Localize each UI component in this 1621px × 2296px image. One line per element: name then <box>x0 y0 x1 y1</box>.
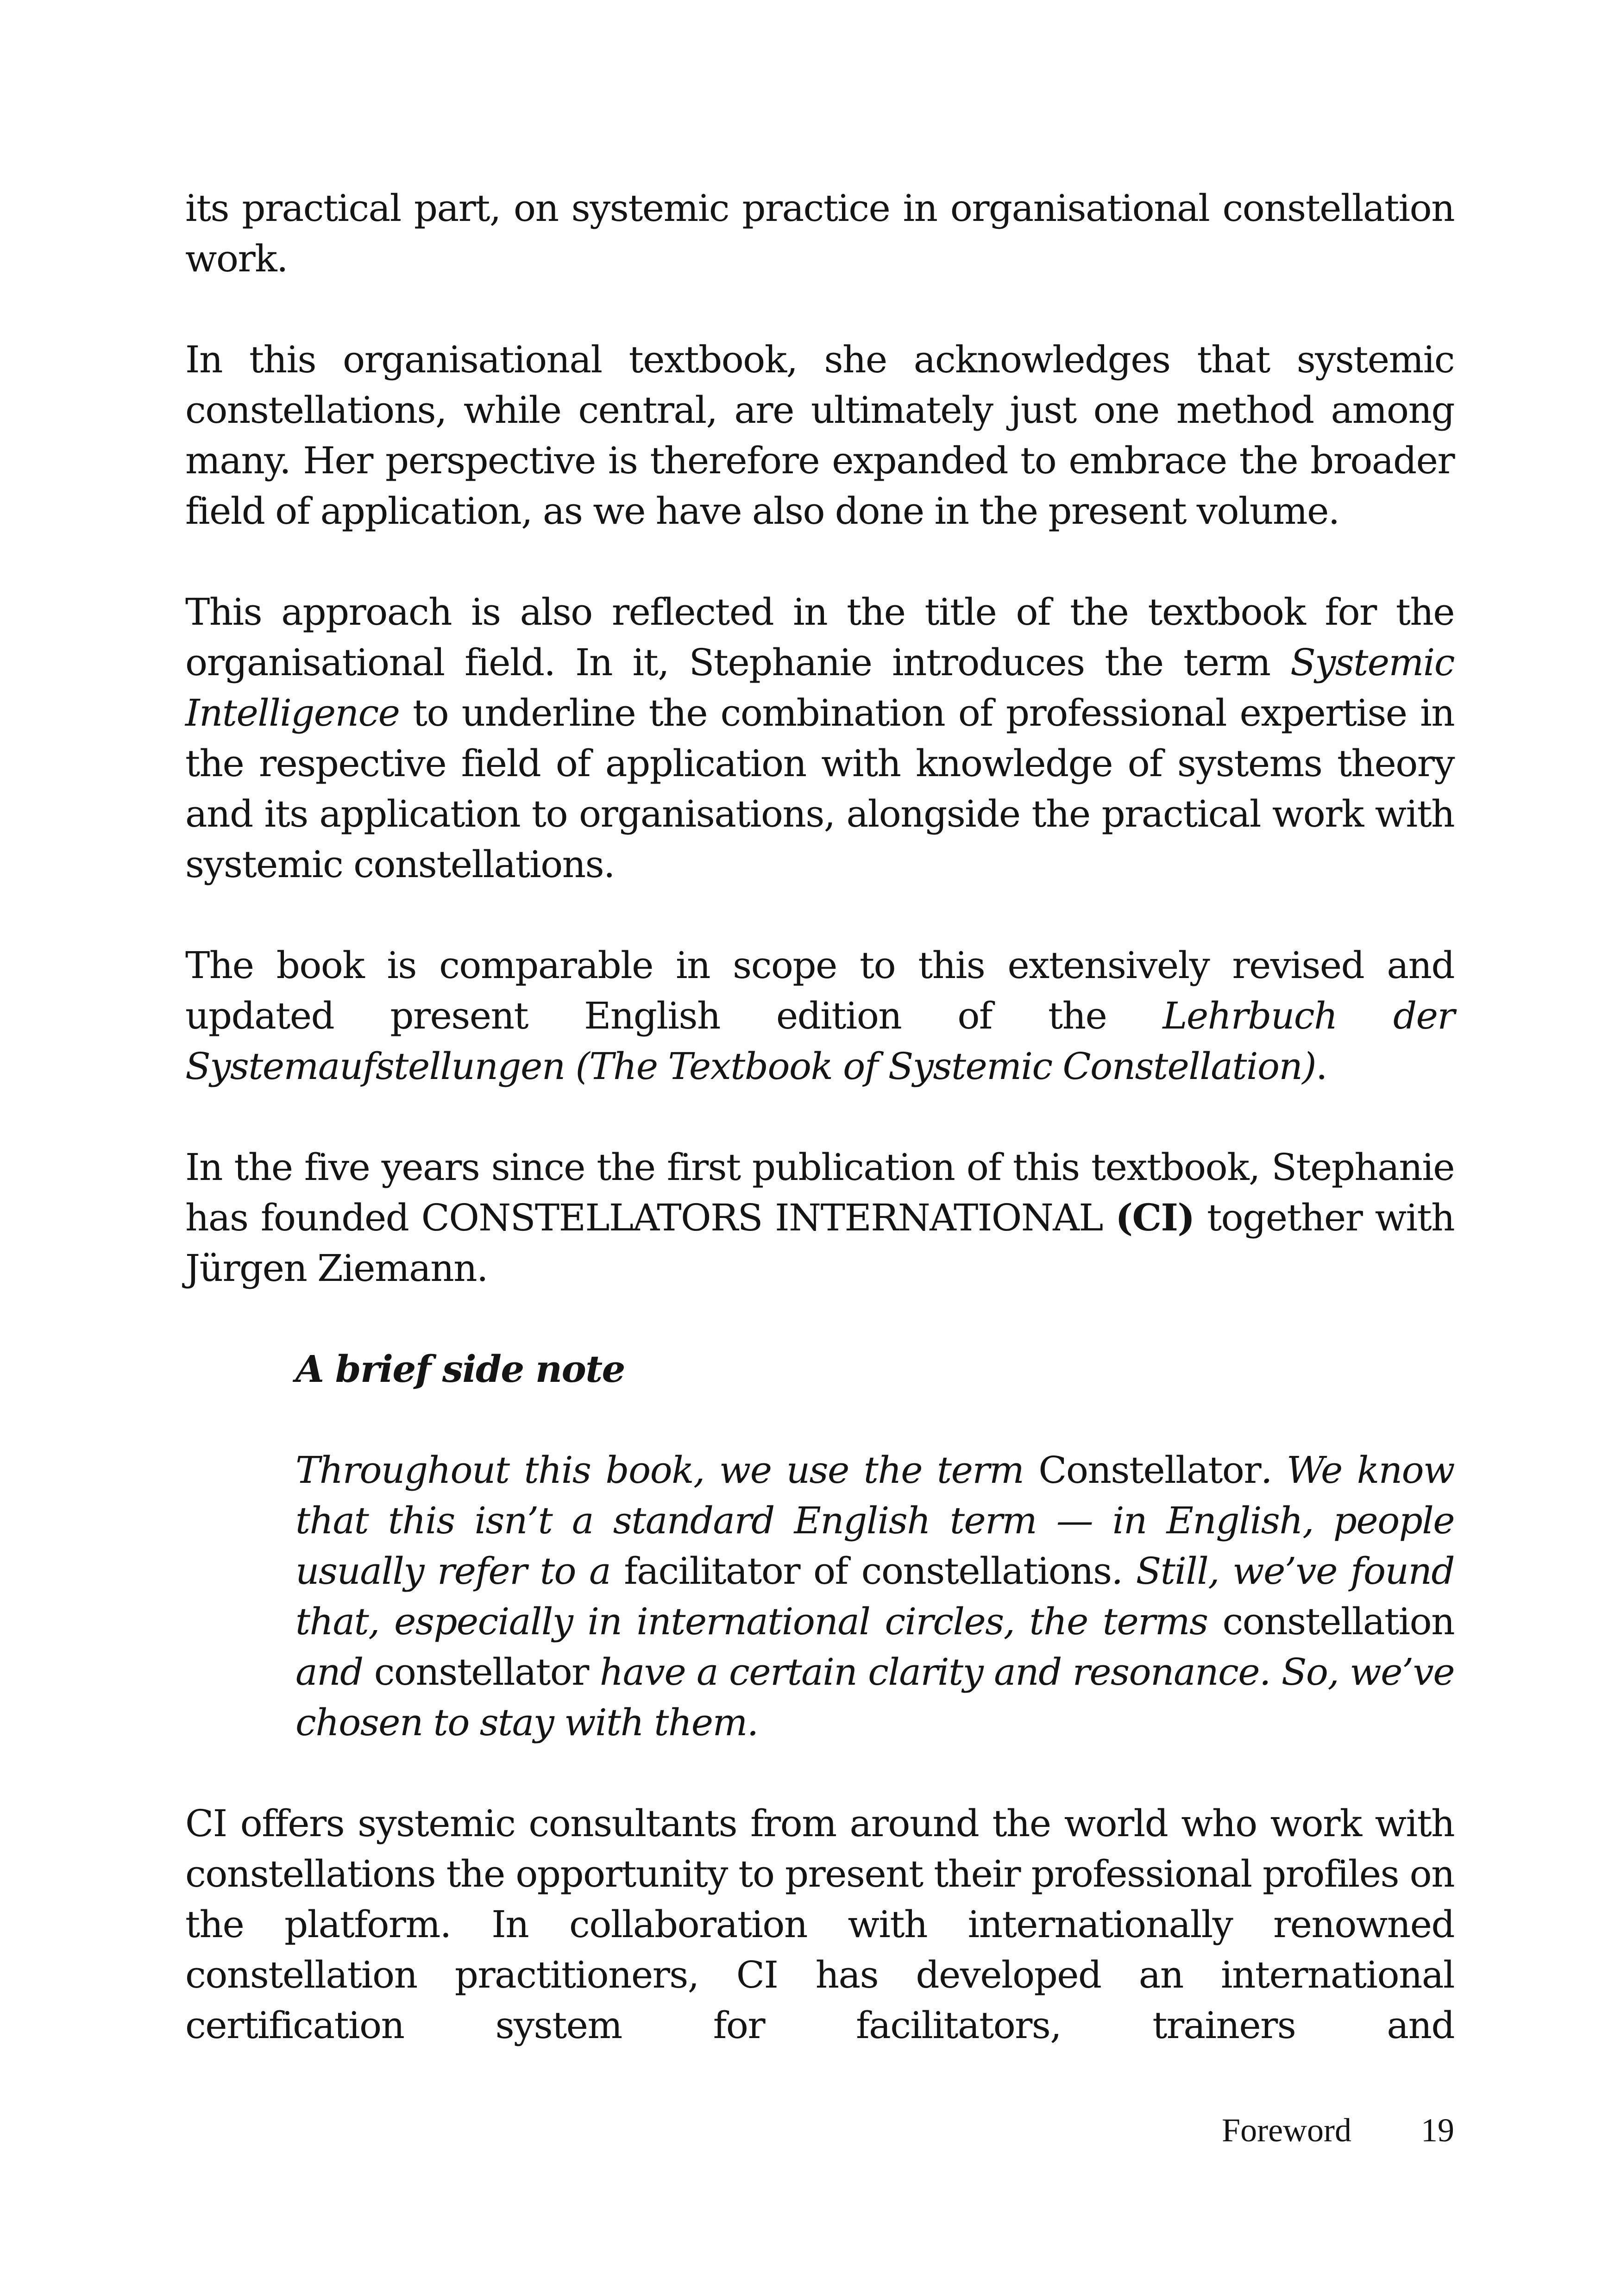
page-footer <box>1222 2109 1454 2151</box>
paragraph-3: This approach is also reflected in the title of the textbook for the organisational field. In it, Stephanie introduces the term Systemic Intelligence to underline the combination of professional expertise in the respective field of application with knowledge of systems theory and its application to organisations, alongside the practical work with systemic constellations. <box>185 590 1454 886</box>
paragraph-5: In the five years since the first publication of this textbook, Stephanie has founded CONSTELLATORS INTERNATIONAL (CI) together with Jürgen Ziemann. <box>185 1146 1454 1290</box>
ci-abbreviation: (CI) <box>1115 1196 1194 1239</box>
paragraph-4: The book is comparable in scope to this extensively revised and updated present English edition of the Lehrbuch der Systemaufstellungen (The Textbook of Systemic Constellation). <box>185 944 1455 1088</box>
paragraph-1: its practical part, on systemic practice in organisational constellation work. <box>185 187 1454 280</box>
running-footer-section: Foreword <box>1222 2112 1351 2149</box>
book-title: Lehrbuch der Systemaufstellungen (The Textbook of Systemic Constellation) <box>185 994 1455 1088</box>
side-note-text: Throughout this book, we use the term Constellator. We know that this isn’t a standard English term — in English, people usually refer to a facilitator of constellations. Still, we’ve found that, especially in international circles, the terms constellation and constellator have a certain clarity and resonance. So, we’ve chosen to stay with them. <box>295 1449 1455 1744</box>
page-number: 19 <box>1421 2112 1454 2149</box>
side-note <box>295 1344 1454 1748</box>
body-text <box>185 183 1454 2101</box>
term-systemic-intelligence: Systemic Intelligence <box>185 641 1454 734</box>
side-note-heading: A brief side note <box>295 1347 625 1391</box>
paragraph-2: In this organisational textbook, she acknowledges that systemic constellations, while central, are ultimately just one method among many. Her perspective is therefore expanded to embrace the broader field of application, as we have also done in the present volume. <box>185 338 1454 533</box>
paragraph-6: CI offers systemic consultants from around the world who work with constellations the opportunity to present their professional profiles on the platform. In collaboration with internationally renowned constellation practitioners, CI has developed an international certification system for facilitators, trainers and <box>185 1802 1454 2047</box>
